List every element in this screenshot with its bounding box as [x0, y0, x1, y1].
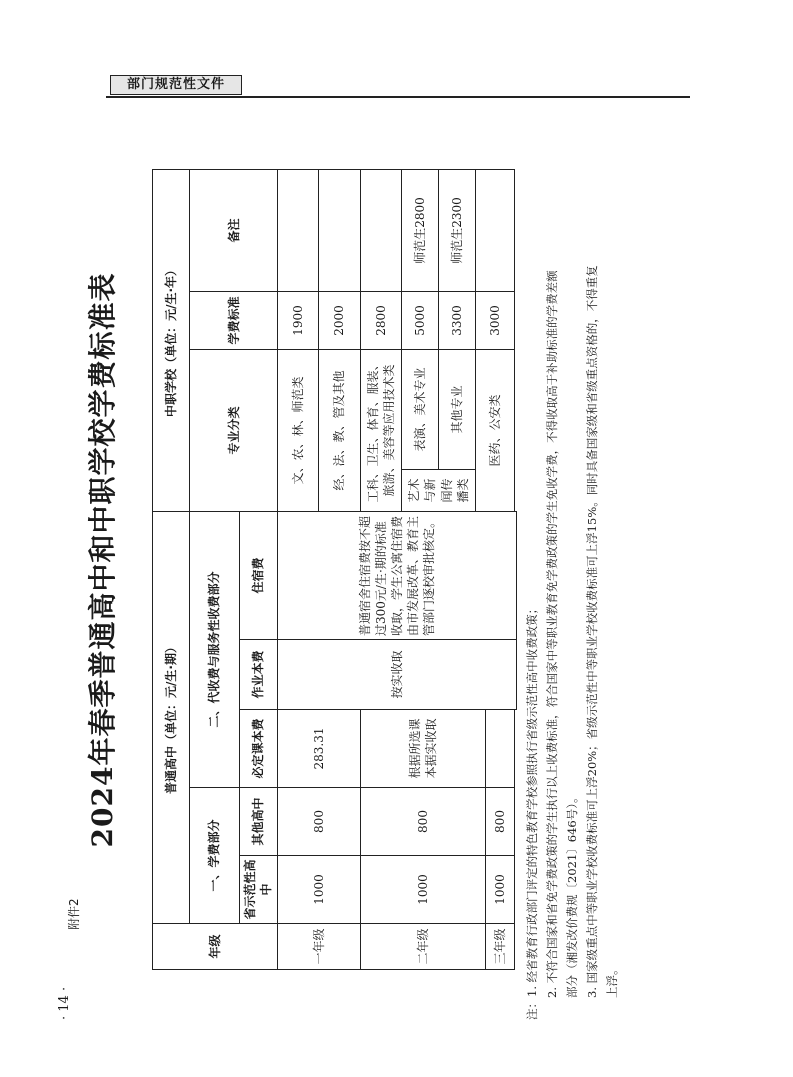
tuition-part-header: 一、学费部分: [190, 788, 240, 924]
vocational-header: 中职学校（单位：元/生·年）: [153, 169, 190, 511]
page-number: · 14 ·: [57, 986, 72, 1020]
other-hs-fee: 800: [360, 788, 486, 856]
vocational-major: 经、法、教、管及其他: [319, 349, 360, 511]
vocational-remark: 师范生2300: [439, 169, 476, 291]
vocational-major: 文、农、林、师范类: [278, 349, 319, 511]
document-category-badge: 部门规范性文件: [110, 75, 242, 95]
textbook-fee: 根据所选课本据实收取: [360, 710, 486, 788]
remark-col-header: 备注: [190, 169, 278, 291]
vocational-fee: 3300: [439, 291, 476, 349]
grade-cell: 一年级: [278, 924, 361, 970]
textbook-fee: [486, 710, 515, 788]
model-hs-fee: 1000: [360, 856, 486, 924]
note-3-continued: 上浮。: [605, 963, 619, 998]
workbook-fee-note: 按实收取: [278, 640, 517, 710]
vocational-major: 工科、卫生、体育、服装、旅游、美容等应用技术类: [360, 349, 401, 511]
model-hs-col-header: 省示范性高中: [239, 856, 278, 924]
note-2-continued: 部分（湘发改价费规〔2021〕646号）。: [565, 791, 579, 998]
vocational-fee: 3000: [476, 291, 515, 349]
grade-header: 年级: [153, 924, 278, 970]
vocational-group: 艺术与新闻传播类: [401, 469, 475, 511]
dorm-fee-note: 普通宿舍住宿费按不超过300元/生·期的标准收取，学生公寓住宿费由市发展改革、教育主管部门逐校审批核定。: [278, 511, 517, 639]
model-hs-fee: 1000: [486, 856, 515, 924]
other-hs-fee: 800: [486, 788, 515, 856]
header-rule: [106, 96, 690, 98]
table-notes: [522, 120, 622, 1020]
vocational-remark: [278, 169, 319, 291]
service-part-header: 二、代收费与服务性收费部分: [190, 511, 240, 787]
workbook-col-header: 作业本费: [239, 640, 278, 710]
vocational-major: 表演、美术专业: [401, 349, 438, 469]
vocational-major: 其他专业: [439, 349, 476, 469]
other-hs-fee: 800: [278, 788, 361, 856]
vocational-major: 医药、公安类: [476, 349, 515, 511]
vocational-remark: [360, 169, 401, 291]
major-col-header: 专业分类: [190, 349, 278, 511]
vocational-remark: [319, 169, 360, 291]
dorm-col-header: 住宿费: [239, 511, 278, 639]
grade-cell: 二年级: [360, 924, 486, 970]
other-hs-col-header: 其他高中: [239, 788, 278, 856]
vocational-remark: [476, 169, 515, 291]
attachment-label: 附件2: [67, 898, 81, 930]
vocational-fee: 2800: [360, 291, 401, 349]
note-1: 1. 经省教育行政部门评定的特色教育学校参照执行省级示范性高中收费政策；: [525, 602, 539, 997]
note-3: 3. 国家级重点中等职业学校收费标准可上浮20%；省级示范性中等职业学校收费标准可上浮15%。同时具备国家级和省级重点资格的，不得重复: [585, 265, 599, 998]
model-hs-fee: 1000: [278, 856, 361, 924]
grade-cell: 三年级: [486, 924, 515, 970]
notes-label: 注：: [525, 997, 539, 1020]
textbook-col-header: 必定课本费: [239, 710, 278, 788]
fee-standard-table: [152, 169, 517, 970]
vocational-remark: 师范生2800: [401, 169, 438, 291]
page-title: 2024年春季普通高中和中职学校学费标准表: [86, 272, 119, 848]
note-2: 2. 不符合国家和省免学费政策的学生执行以上收费标准，符合国家中等职业教育免学费政策的学生免收学费，不得收取高于补助标准的学费差额: [545, 270, 559, 998]
textbook-fee: 283.31: [278, 710, 361, 788]
vocational-fee: 1900: [278, 291, 319, 349]
rotated-page-content: [57, 100, 637, 1020]
fee-std-col-header: 学费标准: [190, 291, 278, 349]
ordinary-hs-header: 普通高中（单位：元/生·期）: [153, 511, 190, 923]
vocational-fee: 2000: [319, 291, 360, 349]
vocational-fee: 5000: [401, 291, 438, 349]
